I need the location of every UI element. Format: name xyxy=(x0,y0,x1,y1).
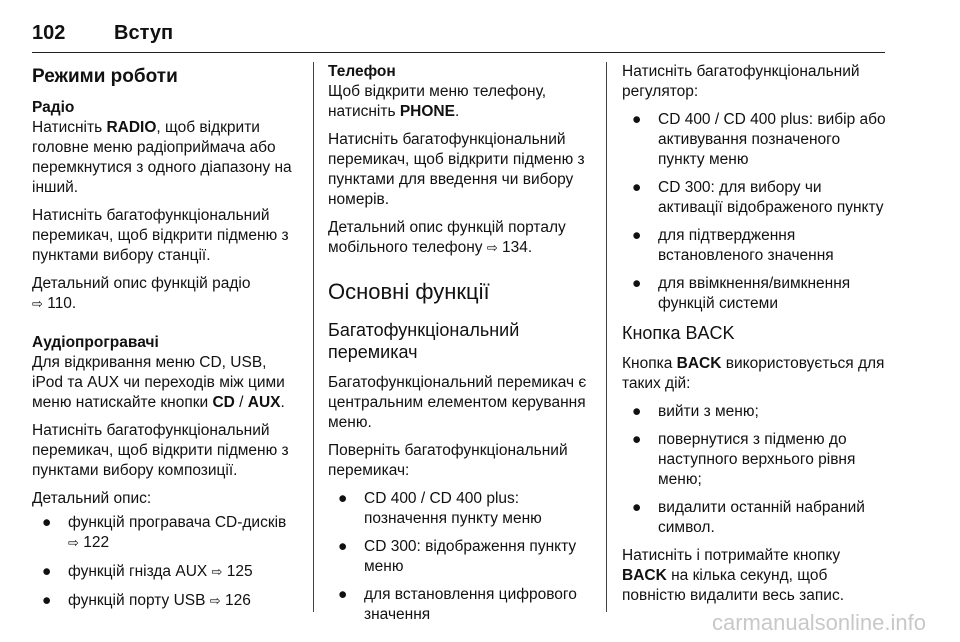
heading-back-button: Кнопка BACK xyxy=(622,323,735,343)
press-list xyxy=(622,110,888,314)
heading-audio: Аудіопрогравачі xyxy=(32,334,159,351)
list-item: ● CD 400 / CD 400 plus: вибір або активування позначеного пункту меню xyxy=(632,111,886,168)
list-item: ● функцій порту USB ⇨ 126 xyxy=(42,592,251,609)
heading-radio: Радіо xyxy=(32,99,75,116)
list-item: ● CD 300: відображення пункту меню xyxy=(338,538,577,575)
column-3 xyxy=(622,62,888,614)
list-item: ● видалити останній набраний символ. xyxy=(632,499,865,536)
page-ref-icon: ⇨ xyxy=(32,297,43,312)
list-item: ● для ввімкнення/вимкнення функцій системи xyxy=(632,275,851,312)
page-header xyxy=(32,16,885,53)
page-number: 102 xyxy=(32,22,66,44)
back-paragraph-2: Натисніть і потримайте кнопку BACK на кілька секунд, щоб повністю видалити весь запис. xyxy=(622,547,845,604)
page-ref-icon: ⇨ xyxy=(211,565,223,580)
list-item: ● функцій гнізда AUX ⇨ 125 xyxy=(42,563,253,580)
page-ref-icon: ⇨ xyxy=(68,536,79,551)
heading-basic-functions: Основні функції xyxy=(328,279,490,304)
switch-list xyxy=(328,489,598,625)
column-2 xyxy=(328,62,598,633)
list-item: ● для встановлення цифрового значення xyxy=(338,586,577,623)
audio-paragraph-2: Натисніть багатофункціональний перемикач, щоб відкрити підменю з пунктами вибору композиції. xyxy=(32,422,289,479)
list-item: ● CD 300: для вибору чи активації відображеного пункту xyxy=(632,179,884,216)
phone-paragraph-3: Детальний опис функцій порталу мобільного телефону ⇨ 134. xyxy=(328,219,566,256)
phone-paragraph-1: Щоб відкрити меню телефону, натисніть PHONE. xyxy=(328,83,547,120)
heading-phone: Телефон xyxy=(328,63,396,80)
radio-paragraph-3: Детальний опис функцій радіо ⇨ 110. xyxy=(32,275,251,312)
page-ref-icon: ⇨ xyxy=(209,594,221,609)
switch-paragraph-1: Багатофункціональний перемикач є центральним елементом керування меню. xyxy=(328,374,587,431)
back-list xyxy=(622,402,888,538)
list-item: ● вийти з меню; xyxy=(632,403,759,420)
heading-multifunction-switch: Багатофункціональний перемикач xyxy=(328,320,520,362)
column-divider xyxy=(606,62,607,612)
audio-list xyxy=(32,513,298,612)
page-ref-icon: ⇨ xyxy=(486,241,498,256)
list-item: ● CD 400 / CD 400 plus: позначення пункту меню xyxy=(338,490,542,527)
list-item: ● для підтвердження встановленого значення xyxy=(632,227,834,264)
list-item: ● повернутися з підменю до наступного верхнього рівня меню; xyxy=(632,431,856,488)
switch-paragraph-2: Поверніть багатофункціональний перемикач: xyxy=(328,442,568,479)
back-paragraph-1: Кнопка BACK використовується для таких дій: xyxy=(622,355,885,392)
phone-paragraph-2: Натисніть багатофункціональний перемикач, щоб відкрити підменю з пунктами для введення чи вибору номерів. xyxy=(328,131,585,208)
section-title: Вступ xyxy=(114,22,174,44)
audio-paragraph-1: Для відкривання меню CD, USB, iPod та AUX чи переходів між цими меню натискайте кнопки CD / AUX. xyxy=(32,354,285,411)
list-item: ● функцій програвача CD-дисків ⇨ 122 xyxy=(42,514,287,551)
watermark: carmanualsonline.info xyxy=(711,610,926,635)
column-divider xyxy=(313,62,314,612)
press-paragraph: Натисніть багатофункціональний регулятор: xyxy=(622,63,860,100)
heading-modes: Режими роботи xyxy=(32,66,178,87)
radio-paragraph-1: Натисніть RADIO, щоб відкрити головне меню радіоприймача або перемкнутися з одного діапазону на інший. xyxy=(32,119,292,196)
radio-key: RADIO xyxy=(106,119,157,136)
column-1 xyxy=(32,66,298,620)
radio-paragraph-2: Натисніть багатофункціональний перемикач, щоб відкрити підменю з пунктами вибору станції. xyxy=(32,207,289,264)
audio-paragraph-3: Детальний опис: xyxy=(32,490,152,507)
